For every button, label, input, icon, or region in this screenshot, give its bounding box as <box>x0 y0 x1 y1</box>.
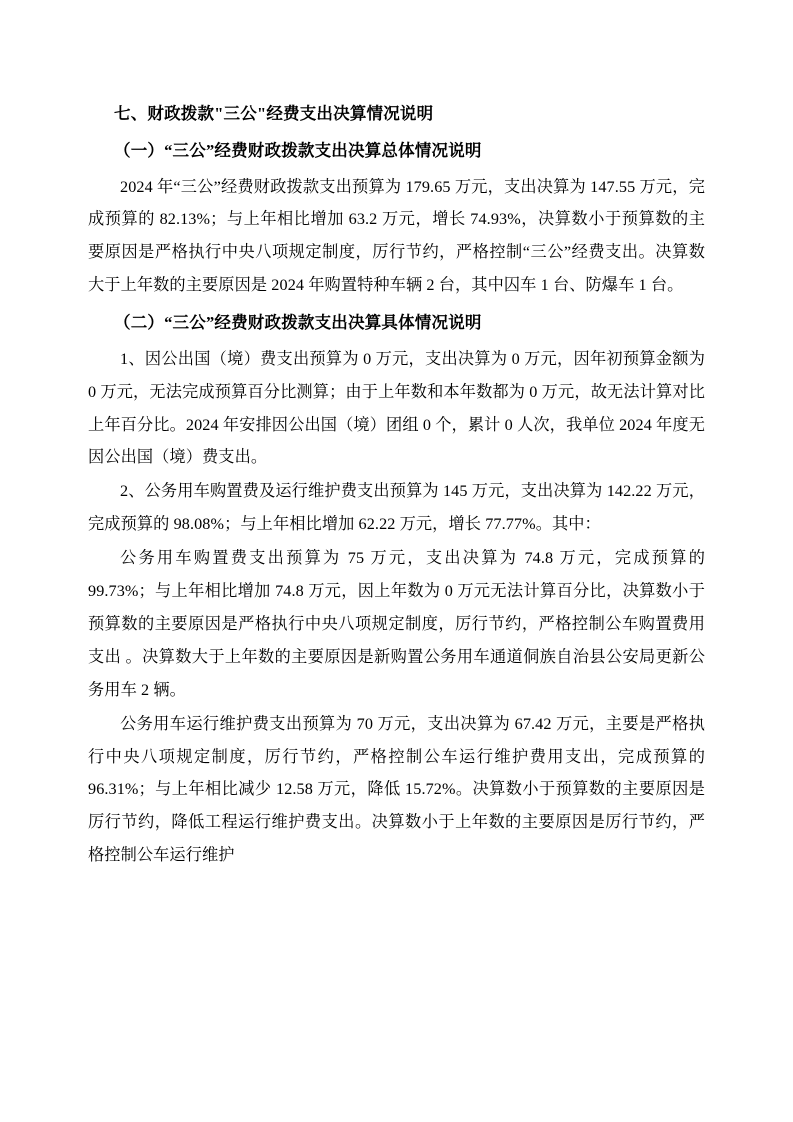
paragraph-vehicle-purchase: 公务用车购置费支出预算为 75 万元，支出决算为 74.8 万元，完成预算的 99.73%；与上年相比增加 74.8 万元，因上年数为 0 万元无法计算百分比，决算数小于预算数的主要原因是严格执行中央八项规定制度，厉行节约，严格控制公车购置费用支出 。决算数大于上年数的主要原因是新购置公务用车通道侗族自治县公安局更新公务用车 2 辆。 <box>88 549 705 699</box>
paragraph-vehicle-total: 2、公务用车购置费及运行维护费支出预算为 145 万元，支出决算为 142.22 万元，完成预算的 98.08%；与上年相比增加 62.22 万元，增长 77.77%。其中： <box>88 482 705 534</box>
subsection-heading-two: （二）“三公”经费财政拨款支出决算具体情况说明 <box>114 313 482 333</box>
document-body <box>88 100 705 872</box>
paragraph-overall-situation: 2024 年“三公”经费财政拨款支出预算为 179.65 万元，支出决算为 147.55 万元，完成预算的 82.13%；与上年相比增加 63.2 万元，增长 74.93%，决算数小于预算数的主要原因是严格执行中央八项规定制度，厉行节约，严格控制“三公”经费支出。决算数大于上年数的主要原因是 2024 年购置特种车辆 2 台，其中囚车 1 台、防爆车 1 台。 <box>88 177 705 295</box>
paragraph-overseas-travel: 1、因公出国（境）费支出预算为 0 万元，支出决算为 0 万元，因年初预算金额为 0 万元，无法完成预算百分比测算；由于上年数和本年数都为 0 万元，故无法计算对比上年百分比。2024 年安排因公出国（境）团组 0 个，累计 0 人次，我单位 2024 年度无因公出国（境）费支出。 <box>88 349 705 467</box>
section-heading-seven: 七、财政拨款"三公"经费支出决算情况说明 <box>114 104 434 123</box>
subsection-heading-one: （一）“三公”经费财政拨款支出决算总体情况说明 <box>114 140 482 160</box>
paragraph-vehicle-maintenance: 公务用车运行维护费支出预算为 70 万元，支出决算为 67.42 万元，主要是严格执行中央八项规定制度，厉行节约，严格控制公车运行维护费用支出，完成预算的 96.31%；与上年相比减少 12.58 万元，降低 15.72%。决算数小于预算数的主要原因是厉行节约，降低工程运行维护费支出。决算数小于上年数的主要原因是厉行节约，严格控制公车运行维护 <box>88 714 705 865</box>
